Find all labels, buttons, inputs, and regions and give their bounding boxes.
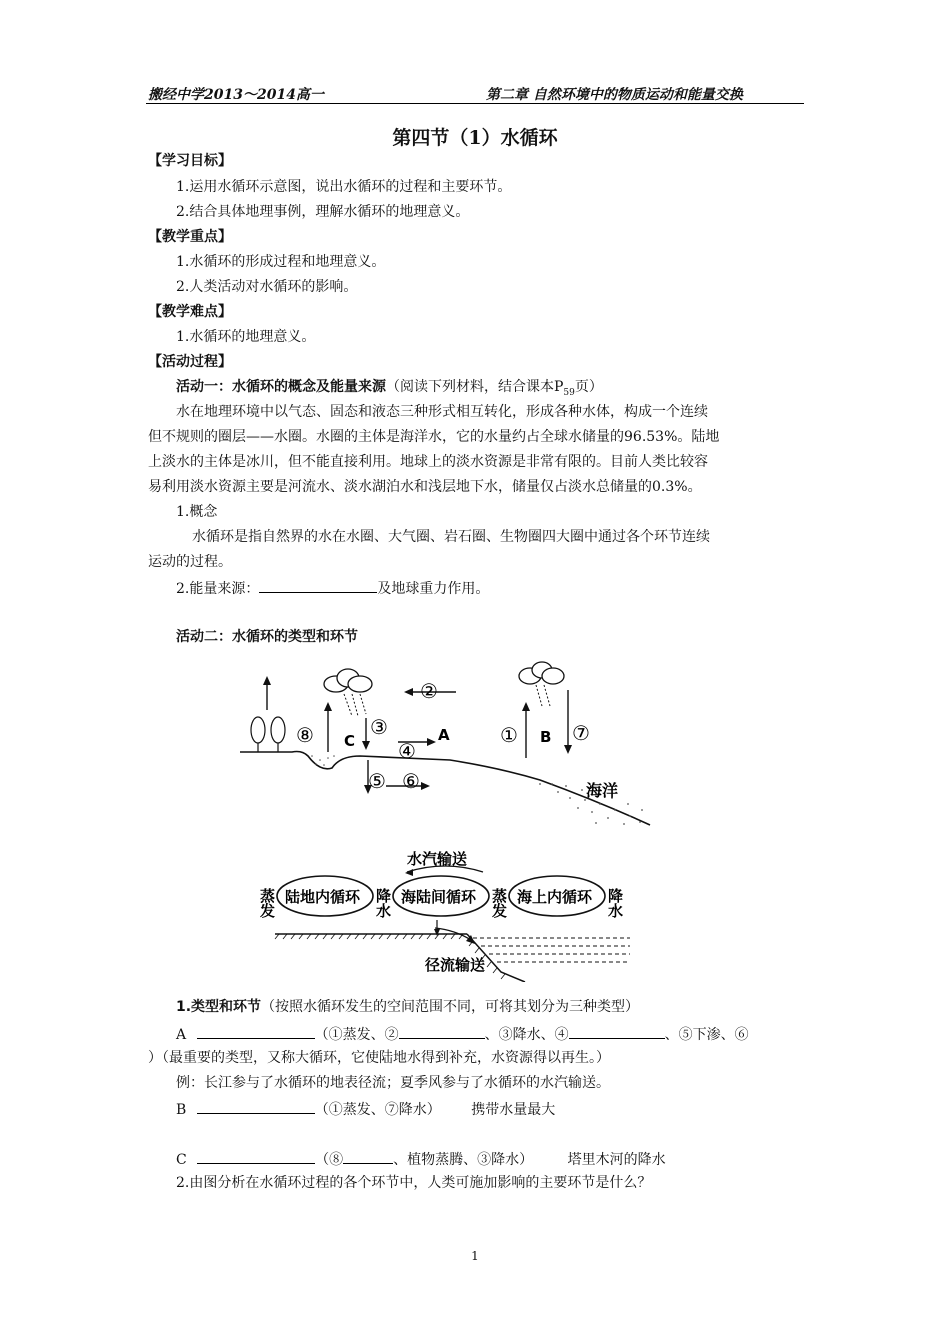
objective-2: 2.结合具体地理事例，理解水循环的地理意义。 bbox=[176, 204, 470, 220]
question-2: 2.由图分析在水循环过程的各个环节中，人类可施加影响的主要环节是什么？ bbox=[176, 1175, 652, 1191]
type-c-text-1: （⑧ bbox=[315, 1152, 344, 1168]
land-cycle-label: 陆地内循环 bbox=[285, 888, 361, 906]
concept-text-line: 水循环是指自然界的水在水圈、大气圈、岩石圈、生物圈四大圈中通过各个环节连续 bbox=[192, 529, 710, 545]
header-left: 搬经中学2013～2014高一 bbox=[148, 87, 324, 103]
activity1-title-line bbox=[176, 378, 603, 402]
difficulties-heading: 【教学难点】 bbox=[148, 304, 232, 320]
label-ocean: 海洋 bbox=[586, 781, 619, 800]
concept-text-line: 运动的过程。 bbox=[148, 554, 232, 570]
activity1-note-sub: 59 bbox=[563, 387, 575, 398]
energy-source-rest: 及地球重力作用。 bbox=[377, 581, 490, 597]
label-b: B bbox=[540, 728, 552, 746]
label-8: ⑧ bbox=[296, 723, 314, 747]
type-a-text-2: 、③降水、④ bbox=[484, 1027, 569, 1043]
type-a-text-3: 、⑤下渗、⑥ bbox=[664, 1027, 749, 1043]
label-4: ④ bbox=[398, 739, 416, 763]
activity2-title: 活动二：水循环的类型和环节 bbox=[176, 629, 358, 645]
type-a-line-2: ）（最重要的类型，又称大循环，它使陆地水得到补充，水资源得以再生。） bbox=[148, 1050, 610, 1066]
activity1-paragraph-line: 水在地理环境中以气态、固态和液态三种形式相互转化，形成各种水体，构成一个连续 bbox=[176, 404, 708, 420]
type-c-blank-8[interactable] bbox=[343, 1149, 393, 1164]
type-a-line bbox=[176, 1024, 749, 1044]
sea-land-cycle-label: 海陆间循环 bbox=[401, 888, 477, 906]
type-c-note: 塔里木河的降水 bbox=[567, 1152, 666, 1168]
keypoint-1: 1.水循环的形成过程和地理意义。 bbox=[176, 254, 386, 270]
energy-source-blank[interactable] bbox=[259, 578, 377, 593]
cloud-icon bbox=[519, 662, 564, 684]
type-b-note: 携带水量最大 bbox=[471, 1102, 556, 1118]
keypoints-heading: 【教学重点】 bbox=[148, 229, 232, 245]
type-a-blank[interactable] bbox=[197, 1024, 315, 1039]
activity1-title: 活动一：水循环的概念及能量来源 bbox=[176, 379, 386, 395]
difficulty-1: 1.水循环的地理意义。 bbox=[176, 329, 316, 345]
header-right: 第二章 自然环境中的物质运动和能量交换 bbox=[486, 87, 743, 103]
energy-source-label: 2.能量来源： bbox=[176, 581, 260, 597]
label-7: ⑦ bbox=[572, 721, 590, 745]
evaporation-label: 蒸发 bbox=[490, 888, 508, 918]
type-a-label: A bbox=[176, 1027, 187, 1043]
page-title: 第四节（1）水循环 bbox=[392, 127, 558, 149]
tree-icon bbox=[251, 717, 285, 752]
concept-label: 1.概念 bbox=[176, 504, 218, 520]
type-c-text-2: 、植物蒸腾、③降水） bbox=[393, 1152, 534, 1168]
activity1-paragraph-line: 易利用淡水资源主要是河流水、淡水湖泊水和浅层地下水，储量仅占淡水总储量的0.3%。 bbox=[148, 479, 702, 495]
evaporation-label: 蒸发 bbox=[258, 888, 276, 918]
label-5: ⑤ bbox=[368, 769, 386, 793]
types-note: （按照水循环发生的空间范围不同，可将其划分为三种类型） bbox=[261, 999, 640, 1015]
label-6: ⑥ bbox=[402, 769, 420, 793]
label-a: A bbox=[438, 726, 450, 744]
page-number: 1 bbox=[471, 1249, 479, 1263]
label-1: ① bbox=[500, 723, 518, 747]
process-heading: 【活动过程】 bbox=[148, 354, 232, 370]
type-c-blank[interactable] bbox=[197, 1149, 315, 1164]
type-b-text: （①蒸发、⑦降水） bbox=[314, 1102, 441, 1118]
cloud-icon bbox=[324, 669, 372, 692]
keypoint-2: 2.人类活动对水循环的影响。 bbox=[176, 279, 358, 295]
type-a-blank-2[interactable] bbox=[399, 1024, 485, 1039]
ocean-cycle-label: 海上内循环 bbox=[517, 888, 593, 906]
example-line: 例：长江参与了水循环的地表径流；夏季风参与了水循环的水汽输送。 bbox=[176, 1075, 610, 1091]
types-title: 1.类型和环节 bbox=[176, 999, 262, 1015]
types-title-line bbox=[176, 998, 639, 1016]
type-c-label: C bbox=[176, 1152, 187, 1168]
activity1-note: （阅读下列材料，结合课本P bbox=[386, 379, 564, 395]
energy-source-line bbox=[176, 578, 489, 598]
objectives-heading: 【学习目标】 bbox=[148, 153, 232, 169]
activity1-paragraph-line: 但不规则的圈层——水圈。水圈的主体是海洋水，它的水量约占全球水储量的96.53%。陆地 bbox=[148, 429, 720, 445]
objective-1: 1.运用水循环示意图，说出水循环的过程和主要环节。 bbox=[176, 179, 512, 195]
activity1-paragraph-line: 上淡水的主体是冰川，但不能直接利用。地球上的淡水资源是非常有限的。目前人类比较容 bbox=[148, 454, 708, 470]
type-b-blank[interactable] bbox=[197, 1099, 315, 1114]
water-cycle-diagram bbox=[240, 660, 660, 835]
header-rule bbox=[146, 103, 804, 104]
type-a-text-1: （①蒸发、② bbox=[314, 1027, 399, 1043]
label-c: C bbox=[344, 732, 356, 750]
activity1-note-end: 页） bbox=[574, 379, 603, 395]
vapor-transport-label: 水汽输送 bbox=[407, 850, 468, 868]
label-3: ③ bbox=[370, 715, 388, 739]
type-a-blank-4[interactable] bbox=[569, 1024, 665, 1039]
type-b-line bbox=[176, 1099, 555, 1119]
type-b-label: B bbox=[176, 1102, 187, 1118]
precipitation-label: 降水 bbox=[606, 888, 624, 918]
type-c-line bbox=[176, 1149, 666, 1169]
label-2: ② bbox=[420, 679, 438, 703]
cycle-types-diagram bbox=[255, 842, 645, 982]
precipitation-label: 降水 bbox=[374, 888, 392, 918]
runoff-transport-label: 径流输送 bbox=[425, 956, 486, 974]
